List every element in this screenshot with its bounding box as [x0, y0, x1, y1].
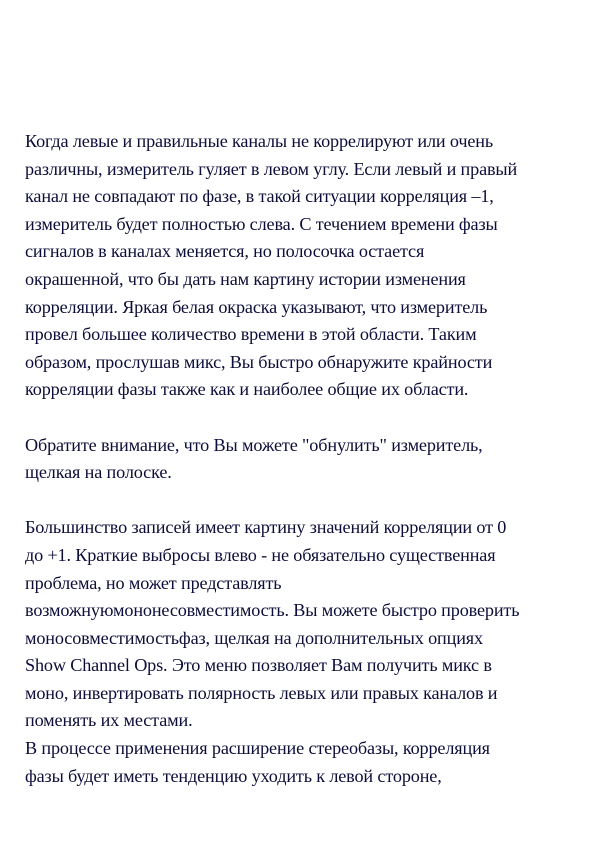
paragraph-correlation-meter	[25, 128, 580, 404]
paragraph-spacer	[25, 404, 580, 432]
text-line: образом, прослушав микс, Вы быстро обнаружите крайности	[25, 351, 493, 372]
text-line: провел большее количество времени в этой области. Таким	[25, 324, 477, 345]
text-line: до +1. Краткие выбросы влево - не обязательно существенная	[25, 544, 496, 565]
text-line: корреляции фазы также как и наиболее общие их области.	[25, 379, 469, 400]
document-body	[25, 128, 580, 790]
paragraph-stereo-widening	[25, 735, 580, 790]
text-line: поменять их местами.	[25, 710, 193, 731]
text-line: Обратите внимание, что Вы можете "обнулить" измеритель,	[25, 434, 483, 455]
text-line: канал не совпадают по фазе, в такой ситуации корреляция –1,	[25, 186, 494, 207]
paragraph-mono-compatibility	[25, 514, 580, 735]
text-line: щелкая на полоске.	[25, 462, 172, 483]
text-line: В процессе применения расширение стереобазы, корреляция	[25, 738, 490, 759]
text-line: проблема, но может представлять	[25, 572, 282, 593]
text-line: Большинство записей имеет картину значений корреляции от 0	[25, 517, 507, 538]
text-line: возможнуюмононесовместимость. Вы можете быстро проверить	[25, 600, 520, 621]
text-line: фазы будет иметь тенденцию уходить к левой стороне,	[25, 765, 442, 786]
text-line: корреляции. Яркая белая окраска указывают, что измеритель	[25, 296, 488, 317]
text-line: различны, измеритель гуляет в левом углу. Если левый и правый	[25, 158, 518, 179]
paragraph-spacer	[25, 487, 580, 515]
text-line: моно, инвертировать полярность левых или правых каналов и	[25, 682, 498, 703]
paragraph-reset-note	[25, 432, 580, 487]
text-line: измеритель будет полностью слева. С течением времени фазы	[25, 213, 498, 234]
text-line: Когда левые и правильные каналы не коррелируют или очень	[25, 131, 493, 151]
text-line: сигналов в каналах меняется, но полосочка остается	[25, 241, 425, 262]
text-line: окрашенной, что бы дать нам картину истории изменения	[25, 268, 466, 289]
text-line: моносовместимостьфаз, щелкая на дополнительных опциях	[25, 627, 483, 648]
text-line: Show Channel Ops. Это меню позволяет Вам получить микс в	[25, 655, 492, 676]
